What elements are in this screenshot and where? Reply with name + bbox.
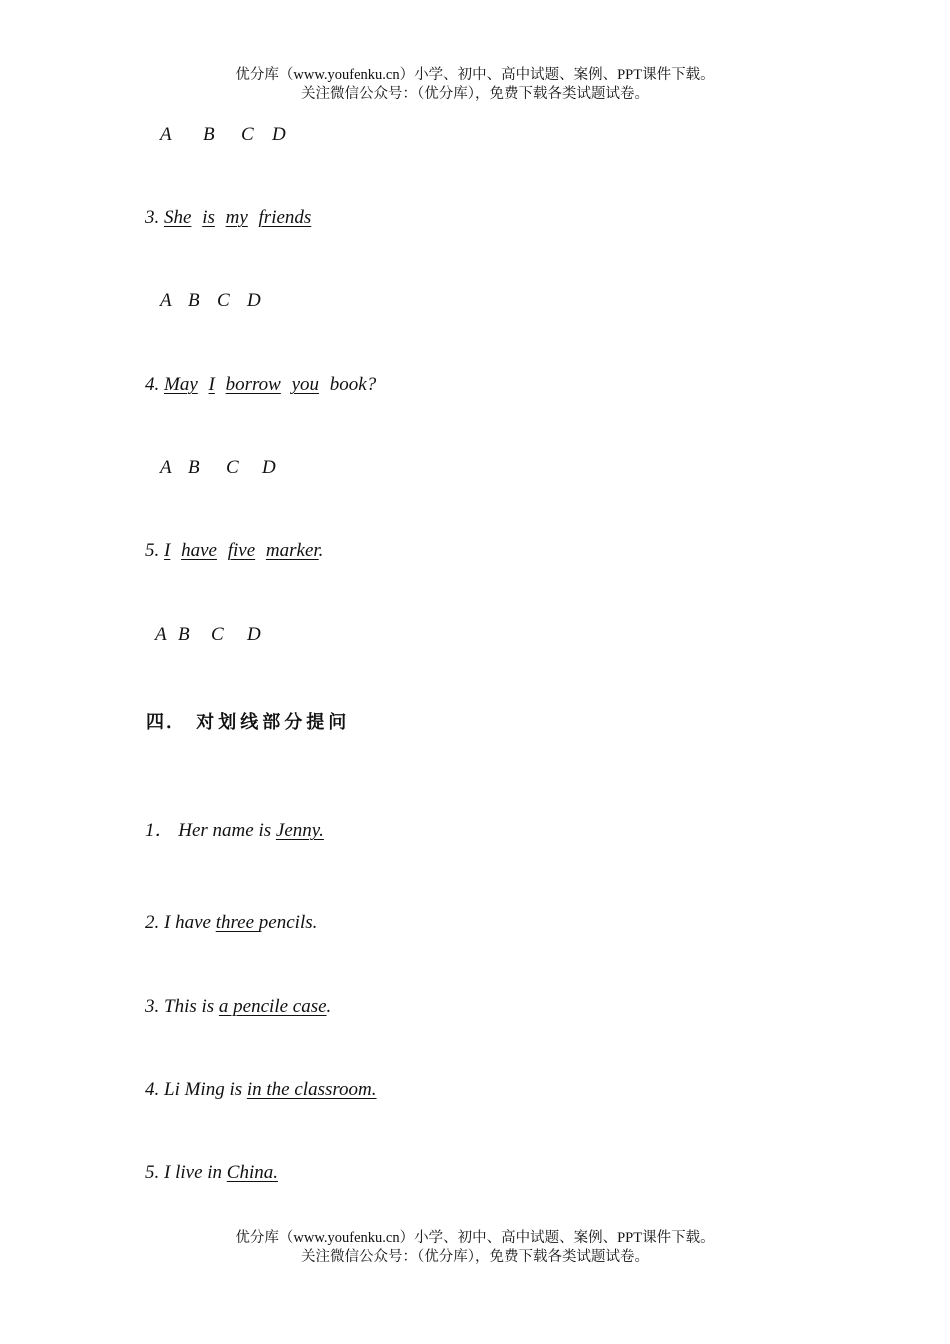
- option-b: B: [178, 624, 190, 645]
- option-c: C: [217, 290, 230, 311]
- underlined-word-d: you: [291, 374, 320, 395]
- option-a: A: [160, 290, 172, 311]
- underlined-phrase: China.: [226, 1162, 278, 1183]
- question-text: 1． Her name is: [145, 820, 276, 841]
- header-line-2: 关注微信公众号：（优分库），免费下载各类试题试卷。: [301, 86, 649, 102]
- header-line-1: 优分库（www.youfenku.cn）小学、初中、高中试题、案例、PPT课件下载。: [235, 67, 715, 83]
- option-d: D: [247, 624, 261, 645]
- question-text: 4. Li Ming is: [145, 1079, 247, 1100]
- question-number: 4.: [145, 374, 160, 395]
- error-question-5: [145, 540, 323, 562]
- underlined-word-b: is: [202, 207, 215, 228]
- option-d: D: [247, 290, 261, 311]
- question-number: 5.: [145, 540, 160, 561]
- page-header: [0, 66, 950, 104]
- error-question-4: [145, 374, 376, 396]
- underlined-phrase: in the classroom.: [246, 1079, 377, 1100]
- error-question-3: [145, 207, 311, 229]
- section-title: 对划线部分提问: [196, 712, 351, 733]
- option-b: B: [188, 290, 200, 311]
- option-b: B: [203, 124, 215, 145]
- underlined-phrase: three: [215, 912, 259, 933]
- section-number: 四．: [146, 712, 186, 733]
- option-d: D: [262, 457, 276, 478]
- sentence-tail: .: [318, 540, 324, 561]
- option-a: A: [160, 457, 172, 478]
- question-number: 3.: [145, 207, 160, 228]
- underline-question-3: [145, 996, 331, 1018]
- option-c: C: [241, 124, 254, 145]
- footer-line-1: 优分库（www.youfenku.cn）小学、初中、高中试题、案例、PPT课件下载。: [235, 1230, 715, 1246]
- underlined-word-b: I: [208, 374, 215, 395]
- underlined-word-a: She: [164, 207, 192, 228]
- sentence-tail: book?: [329, 374, 377, 395]
- underline-question-4: [145, 1079, 377, 1101]
- underlined-word-b: have: [181, 540, 217, 561]
- question-suffix: pencils.: [258, 912, 318, 933]
- underlined-word-a: I: [164, 540, 171, 561]
- underlined-word-c: my: [225, 207, 248, 228]
- footer-line-2: 关注微信公众号：（优分库），免费下载各类试题试卷。: [301, 1249, 649, 1265]
- option-c: C: [226, 457, 239, 478]
- question-text: 2. I have: [145, 912, 216, 933]
- option-c: C: [211, 624, 224, 645]
- underline-question-5: [145, 1162, 278, 1184]
- option-d: D: [272, 124, 286, 145]
- question-text: 5. I live in: [145, 1162, 227, 1183]
- page-footer: [0, 1229, 950, 1267]
- underlined-word-c: five: [227, 540, 256, 561]
- option-a: A: [155, 624, 167, 645]
- underline-question-1: [145, 815, 324, 842]
- section-heading: [146, 708, 350, 734]
- underlined-phrase: Jenny.: [275, 820, 324, 841]
- question-suffix: .: [326, 996, 332, 1017]
- underline-question-2: [145, 912, 317, 934]
- underlined-phrase: a pencile case: [218, 996, 327, 1017]
- option-b: B: [188, 457, 200, 478]
- underlined-word-d: marker: [265, 540, 319, 561]
- underlined-word-d: friends: [258, 207, 312, 228]
- question-text: 3. This is: [145, 996, 219, 1017]
- underlined-word-a: May: [164, 374, 198, 395]
- option-a: A: [160, 124, 172, 145]
- underlined-word-c: borrow: [225, 374, 281, 395]
